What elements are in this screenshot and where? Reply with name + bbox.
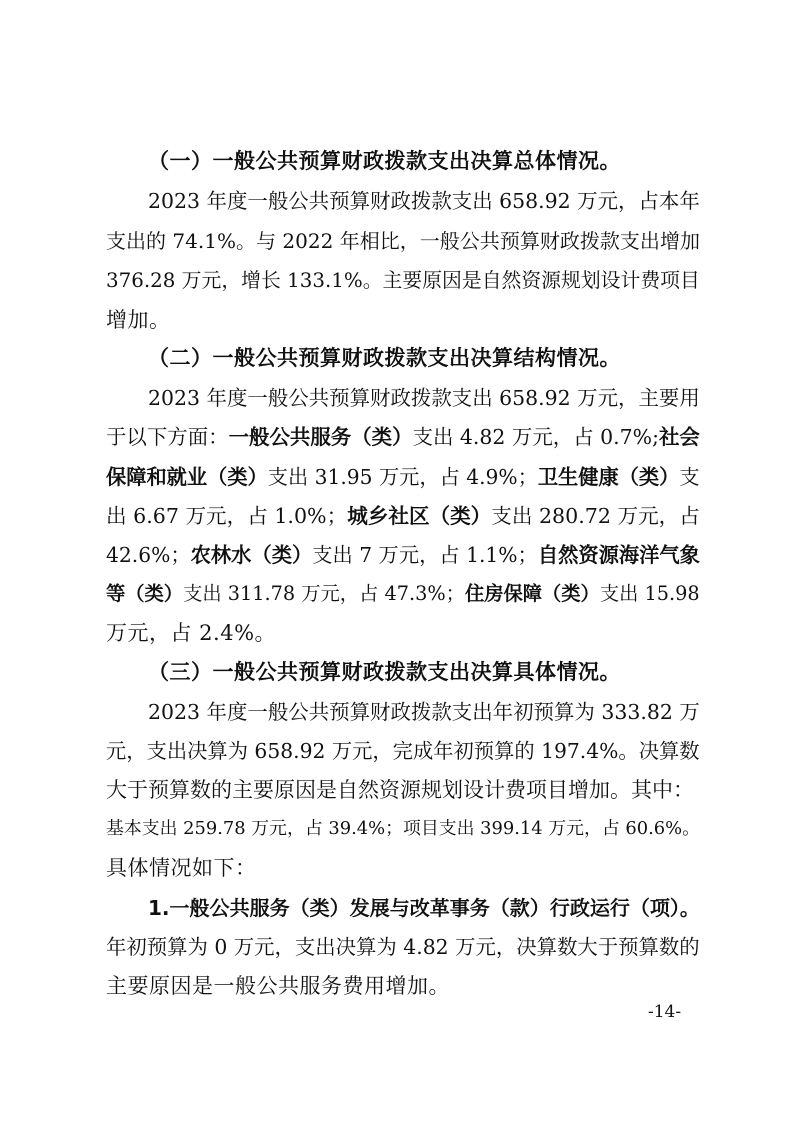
paragraph-line: [106, 462, 700, 492]
paragraph-line: 2023 年度一般公共预算财政拨款支出 658.92 万元，主要用: [148, 386, 700, 410]
category-label: 卫生健康（类）: [537, 465, 680, 489]
paragraph-line: 增加。: [106, 308, 171, 332]
text-run: 出 6.67 万元，占 1.0%；: [106, 504, 348, 528]
paragraph-line: [106, 579, 700, 609]
paragraph-line: 万元，占 2.4%。: [106, 621, 277, 645]
paragraph-line: 基本支出 259.78 万元，占 39.4%；项目支出 399.14 万元，占 60.6%。: [106, 818, 700, 839]
paragraph-line: 年初预算为 0 万元，支出决算为 4.82 万元，决算数大于预算数的: [106, 935, 700, 959]
text-run: 支出 311.78 万元，占 47.3%；: [183, 582, 465, 605]
section-heading-1: （一）一般公共预算财政拨款支出决算总体情况。: [148, 149, 621, 173]
text-run: 支出 31.95 万元，占 4.9%；: [267, 465, 538, 489]
text-run: 支: [679, 465, 700, 489]
paragraph-line: [106, 540, 700, 570]
category-label: 农林水（类）: [190, 543, 313, 567]
category-label: 等（类）: [106, 582, 184, 605]
section-heading-3: （三）一般公共预算财政拨款支出决算具体情况。: [148, 660, 621, 684]
text-run: 支出 15.98: [599, 582, 700, 605]
category-label: 社会: [659, 425, 700, 449]
text-run: 42.6%；: [106, 543, 191, 567]
paragraph-line: [106, 422, 700, 452]
section-heading-4: 1.一般公共服务（类）发展与改革事务（款）行政运行（项）。: [148, 896, 700, 920]
category-label: 自然资源海洋气象: [537, 543, 700, 567]
paragraph-line: 376.28 万元，增长 133.1%。主要原因是自然资源规划设计费项目: [106, 269, 700, 292]
paragraph-line: 具体情况如下：: [106, 856, 257, 880]
category-label: 保障和就业（类）: [106, 465, 268, 489]
paragraph-line: 2023 年度一般公共预算财政拨款支出年初预算为 333.82 万: [148, 700, 700, 724]
paragraph-line: 支出的 74.1%。与 2022 年相比，一般公共预算财政拨款支出增加: [106, 229, 700, 253]
paragraph-line: [106, 501, 700, 531]
category-label: 一般公共服务（类）: [228, 425, 413, 449]
text-run: 支出 7 万元，占 1.1%；: [312, 543, 538, 567]
paragraph-line: 元，支出决算为 658.92 万元，完成年初预算的 197.4%。决算数: [106, 739, 700, 763]
section-heading-2: （二）一般公共预算财政拨款支出决算结构情况。: [148, 346, 621, 370]
text-run: 支出 4.82 万元，占 0.7%;: [412, 425, 659, 449]
paragraph-line: 大于预算数的主要原因是自然资源规划设计费项目增加。其中：: [106, 778, 694, 802]
category-label: 城乡社区（类）: [347, 504, 492, 528]
paragraph-line: 主要原因是一般公共服务费用增加。: [106, 974, 450, 998]
text-run: 于以下方面：: [106, 425, 229, 449]
text-run: 支出 280.72 万元，占: [491, 504, 700, 528]
category-label: 住房保障（类）: [464, 582, 600, 605]
page-number: -14-: [648, 1002, 682, 1022]
paragraph-line: 2023 年度一般公共预算财政拨款支出 658.92 万元，占本年: [148, 189, 700, 213]
